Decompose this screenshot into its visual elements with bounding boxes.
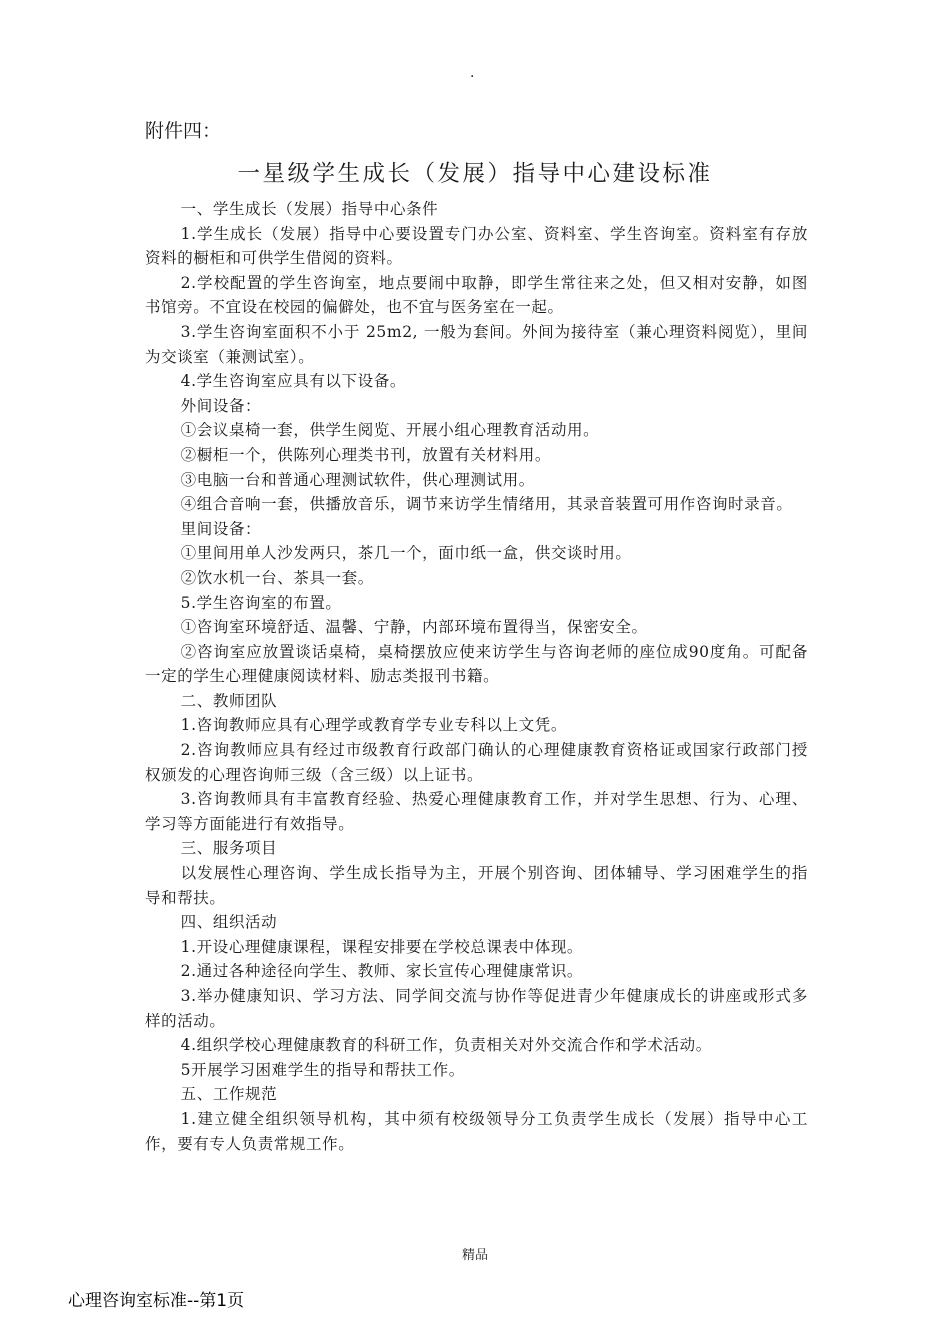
paragraph: 4.学生咨询室应具有以下设备。 bbox=[180, 372, 406, 391]
section-heading-activities: 四、组织活动 bbox=[180, 913, 278, 932]
section-heading-services: 三、服务项目 bbox=[180, 839, 278, 858]
header-dot: · bbox=[470, 69, 475, 85]
paragraph: 2.通过各种途径向学生、教师、家长宣传心理健康常识。 bbox=[180, 962, 584, 981]
subheading-outer-equipment: 外间设备： bbox=[180, 396, 262, 415]
paragraph: 5开展学习困难学生的指导和帮扶工作。 bbox=[180, 1060, 465, 1079]
section-heading-work-norms: 五、工作规范 bbox=[180, 1085, 278, 1104]
paragraph: 1.咨询教师应具有心理学或教育学专业专科以上文凭。 bbox=[180, 716, 567, 735]
paragraph: 1.学生成长（发展）指导中心要设置专门办公室、资料室、学生咨询室。资料室有存放资料的橱柜和可供学生借阅的资料。 bbox=[145, 224, 808, 268]
paragraph: 1.开设心理健康课程，课程安排要在学校总课表中体现。 bbox=[180, 937, 584, 956]
paragraph: 3.举办健康知识、学习方法、同学间交流与协作等促进青少年健康成长的讲座或形式多样的活动。 bbox=[145, 987, 808, 1030]
paragraph: 3.学生咨询室面积不小于 25m2, 一般为套间。外间为接待室（兼心理资料阅览），里间为交谈室（兼测试室）。 bbox=[145, 322, 808, 366]
paragraph: 2.学校配置的学生咨询室，地点要闹中取静，即学生常往来之处，但又相对安静，如图书馆旁。不宜设在校园的偏僻处，也不宜与医务室在一起。 bbox=[145, 273, 808, 317]
page-label: 心理咨询室标准--第1页 bbox=[68, 1291, 245, 1311]
list-item: ①咨询室环境舒适、温馨、宁静，内部环境布置得当，保密安全。 bbox=[180, 618, 648, 637]
list-item: ①会议桌椅一套，供学生阅览、开展小组心理教育活动用。 bbox=[180, 421, 600, 440]
paragraph: 5.学生咨询室的布置。 bbox=[180, 593, 342, 612]
paragraph: 以发展性心理咨询、学生成长指导为主，开展个别咨询、团体辅导、学习困难学生的指导和帮扶。 bbox=[145, 864, 808, 907]
annex-label: 附件四： bbox=[145, 120, 222, 142]
list-item: ②咨询室应放置谈话桌椅，桌椅摆放应使来访学生与咨询老师的座位成90度角。可配备一定的学生心理健康阅读材料、励志类报刊书籍。 bbox=[145, 642, 808, 686]
section-heading-teachers: 二、教师团队 bbox=[180, 691, 278, 710]
paragraph: 2.咨询教师应具有经过市级教育行政部门确认的心理健康教育资格证或国家行政部门授权颁发的心理咨询师三级（含三级）以上证书。 bbox=[145, 741, 808, 784]
paragraph: 4.组织学校心理健康教育的科研工作，负责相关对外交流合作和学术活动。 bbox=[180, 1036, 712, 1055]
footer-mark: 精品 bbox=[461, 1248, 488, 1263]
list-item: ④组合音响一套，供播放音乐，调节来访学生情绪用，其录音装置可用作咨询时录音。 bbox=[180, 495, 793, 514]
list-item: ③电脑一台和普通心理测试软件，供心理测试用。 bbox=[180, 470, 535, 489]
list-item: ②橱柜一个，供陈列心理类书刊，放置有关材料用。 bbox=[180, 445, 551, 464]
paragraph: 3.咨询教师具有丰富教育经验、热爱心理健康教育工作，并对学生思想、行为、心理、学习等方面能进行有效指导。 bbox=[145, 790, 808, 833]
paragraph: 1.建立健全组织领导机构，其中须有校级领导分工负责学生成长（发展）指导中心工作，要有专人负责常规工作。 bbox=[145, 1109, 808, 1153]
list-item: ②饮水机一台、茶具一套。 bbox=[180, 568, 374, 587]
subheading-inner-equipment: 里间设备： bbox=[180, 519, 262, 538]
document-title: 一星级学生成长（发展）指导中心建设标准 bbox=[237, 161, 713, 187]
list-item: ①里间用单人沙发两只，茶几一个，面巾纸一盒，供交谈时用。 bbox=[180, 544, 632, 563]
document-body bbox=[145, 197, 808, 1156]
section-heading-conditions: 一、学生成长（发展）指导中心条件 bbox=[180, 200, 439, 218]
